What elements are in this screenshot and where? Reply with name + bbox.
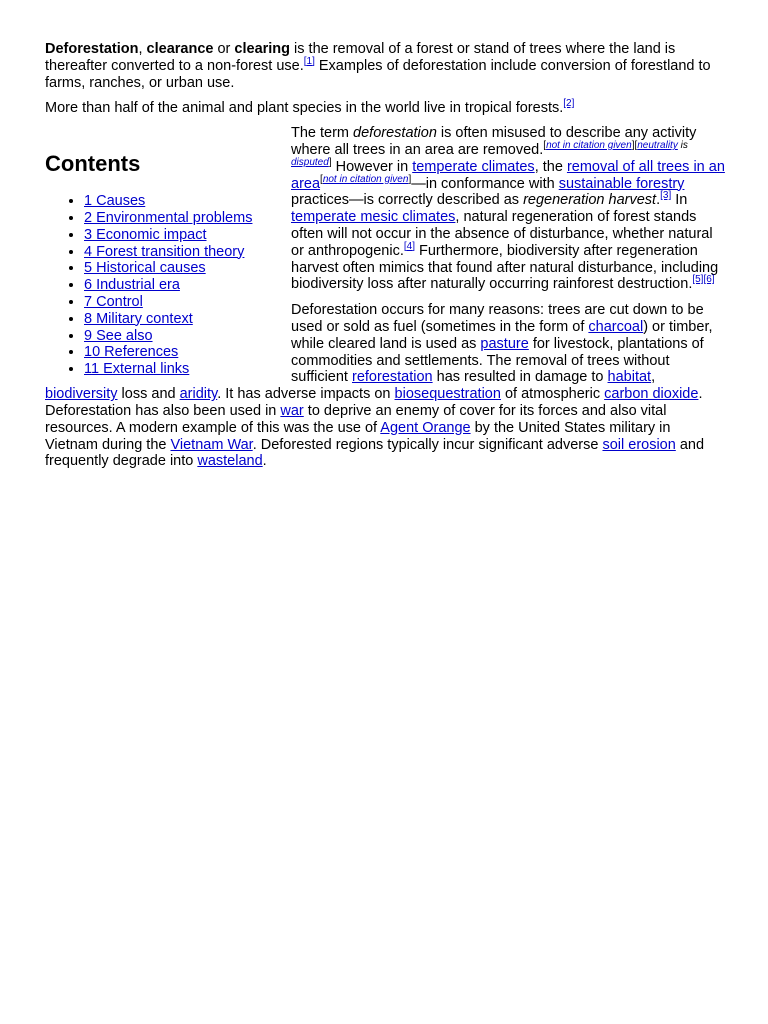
aridity-link[interactable]: aridity: [179, 386, 218, 403]
text-run: of atmospheric: [500, 386, 605, 403]
toc-list: [45, 193, 291, 378]
text-run: . It has adverse impacts on: [217, 386, 395, 403]
species-paragraph: [45, 100, 725, 117]
toc-link-control[interactable]: 7 Control: [84, 293, 143, 310]
reforestation-link[interactable]: reforestation: [352, 369, 433, 386]
species-text: More than half of the animal and plant species in the world live in tropical forests.: [45, 100, 564, 117]
text-run: loss and: [117, 386, 180, 403]
toc-item: [84, 210, 291, 227]
toc-item: [84, 361, 291, 378]
separator: ,: [138, 41, 147, 57]
text-run: is often misused to describe any activity where all trees in an area are removed.: [291, 125, 697, 158]
soil-erosion-link[interactable]: soil erosion: [602, 436, 676, 453]
text-run: , the: [534, 158, 567, 175]
neutrality-link[interactable]: neutrality: [637, 139, 678, 151]
vietnam-war-link[interactable]: Vietnam War: [170, 436, 253, 453]
charcoal-link[interactable]: charcoal: [588, 318, 644, 335]
text-run: to deprive an enemy of cover for its forces and also vital resources. A modern example of this was the use of: [45, 402, 667, 436]
removal-of-all-trees-link[interactable]: removal of all trees in an area: [291, 158, 725, 192]
toc-link-external-links[interactable]: 11 External links: [84, 361, 190, 378]
toc-link-military-context[interactable]: 8 Military context: [84, 310, 193, 327]
carbon-dioxide-link[interactable]: carbon dioxide: [604, 386, 699, 403]
text-run: . Deforestation has also been used in: [45, 386, 703, 419]
toc-title: Contents: [45, 151, 141, 177]
table-of-contents: [45, 125, 291, 378]
bracket: ]: [408, 173, 412, 185]
term-deforestation: Deforestation: [45, 41, 139, 57]
text-run: practices—is correctly described as: [291, 192, 524, 209]
text-run: .: [656, 192, 661, 209]
text-run: .: [262, 453, 267, 470]
text-run: The term: [291, 125, 354, 142]
toc-link-historical-causes[interactable]: 5 Historical causes: [84, 260, 206, 277]
temperate-climates-link[interactable]: temperate climates: [412, 158, 535, 175]
bracket: ]: [328, 156, 332, 168]
text-run: ) or timber, while cleared land is used as: [291, 318, 713, 352]
ref-link-3[interactable]: [3]: [660, 190, 672, 202]
emphasis-regeneration-harvest: regeneration harvest: [523, 192, 657, 209]
toc-link-industrial-era[interactable]: 6 Industrial era: [84, 277, 180, 294]
text-run: —in conformance with: [411, 175, 559, 192]
text-run: In: [671, 192, 688, 209]
text-run: for livestock, plantations of commodities and settlements. The removal of trees without sufficient: [291, 335, 704, 386]
toc-item: [84, 227, 291, 244]
text-run: has resulted in damage to: [432, 369, 608, 386]
toc-item: [84, 344, 291, 361]
intro-paragraph: [45, 41, 725, 91]
ref-link-4[interactable]: [4]: [403, 240, 415, 252]
text-run: and frequently degrade into: [45, 436, 705, 470]
bracket: [: [543, 139, 547, 151]
biodiversity-link[interactable]: biodiversity: [45, 386, 118, 403]
toc-item: [84, 277, 291, 294]
emphasis-deforestation: deforestation: [353, 125, 437, 142]
term-clearance: clearance: [146, 41, 214, 57]
toc-item: [84, 193, 291, 210]
not-in-citation-link[interactable]: not in citation given: [322, 173, 409, 185]
text-run: Furthermore, biodiversity after regeneration harvest often mimics that found after natural disturbance, including biodiversity loss after naturally occurring rainforest destruction.: [291, 242, 719, 293]
term-clearing: clearing: [234, 41, 291, 57]
toc-item: [84, 328, 291, 345]
intro-text-1: is the removal of a forest or stand of trees where the land is thereafter converted to a non-forest use.: [45, 41, 676, 74]
text-run: . Deforested regions typically incur significant adverse: [252, 436, 603, 453]
disputed-link[interactable]: disputed: [291, 156, 329, 168]
toc-item: [84, 311, 291, 328]
toc-item: [84, 260, 291, 277]
war-link[interactable]: war: [280, 402, 304, 419]
toc-item: [84, 244, 291, 261]
wasteland-link[interactable]: wasteland: [197, 453, 263, 470]
toc-link-causes[interactable]: 1 Causes: [84, 193, 146, 210]
citation-needed-note: [320, 174, 411, 185]
ref-link-2[interactable]: [2]: [563, 98, 575, 110]
toc-link-environmental-problems[interactable]: 2 Environmental problems: [84, 209, 253, 226]
toc-link-references[interactable]: 10 References: [84, 344, 179, 361]
ref-link-6[interactable]: [6]: [703, 274, 715, 286]
text-run: is: [677, 139, 688, 151]
pasture-link[interactable]: pasture: [480, 335, 529, 352]
text-run: , natural regeneration of forest stands often will not occur in the absence of disturbance, whether natural or anthropogenic.: [291, 209, 713, 259]
biosequestration-link[interactable]: biosequestration: [394, 386, 501, 403]
article-content: [45, 41, 725, 470]
habitat-link[interactable]: habitat: [607, 369, 652, 386]
text-run: ,: [651, 369, 656, 386]
text-run: by the United States military in Vietnam during the: [45, 419, 671, 453]
intro-text-2: Examples of deforestation include conversion of forestland to farms, ranches, or urban use.: [45, 57, 711, 91]
toc-link-forest-transition-theory[interactable]: 4 Forest transition theory: [84, 243, 245, 260]
bracket: [: [320, 173, 323, 185]
toc-item: [84, 294, 291, 311]
agent-orange-link[interactable]: Agent Orange: [380, 419, 471, 436]
sustainable-forestry-link[interactable]: sustainable forestry: [558, 175, 685, 192]
ref-link-5[interactable]: [5]: [692, 274, 704, 286]
bracket: ][: [631, 139, 638, 151]
toc-link-see-also[interactable]: 9 See also: [84, 327, 153, 344]
text-run: Deforestation occurs for many reasons: trees are cut down to be used or sold as fuel (sometimes in the form of: [291, 302, 704, 335]
separator: or: [213, 41, 235, 57]
toc-link-economic-impact[interactable]: 3 Economic impact: [84, 226, 207, 243]
temperate-mesic-climates-link[interactable]: temperate mesic climates: [291, 209, 456, 226]
ref-link-1[interactable]: [1]: [303, 55, 315, 67]
text-run: However in: [331, 158, 413, 175]
not-in-citation-link[interactable]: not in citation given: [546, 139, 632, 151]
